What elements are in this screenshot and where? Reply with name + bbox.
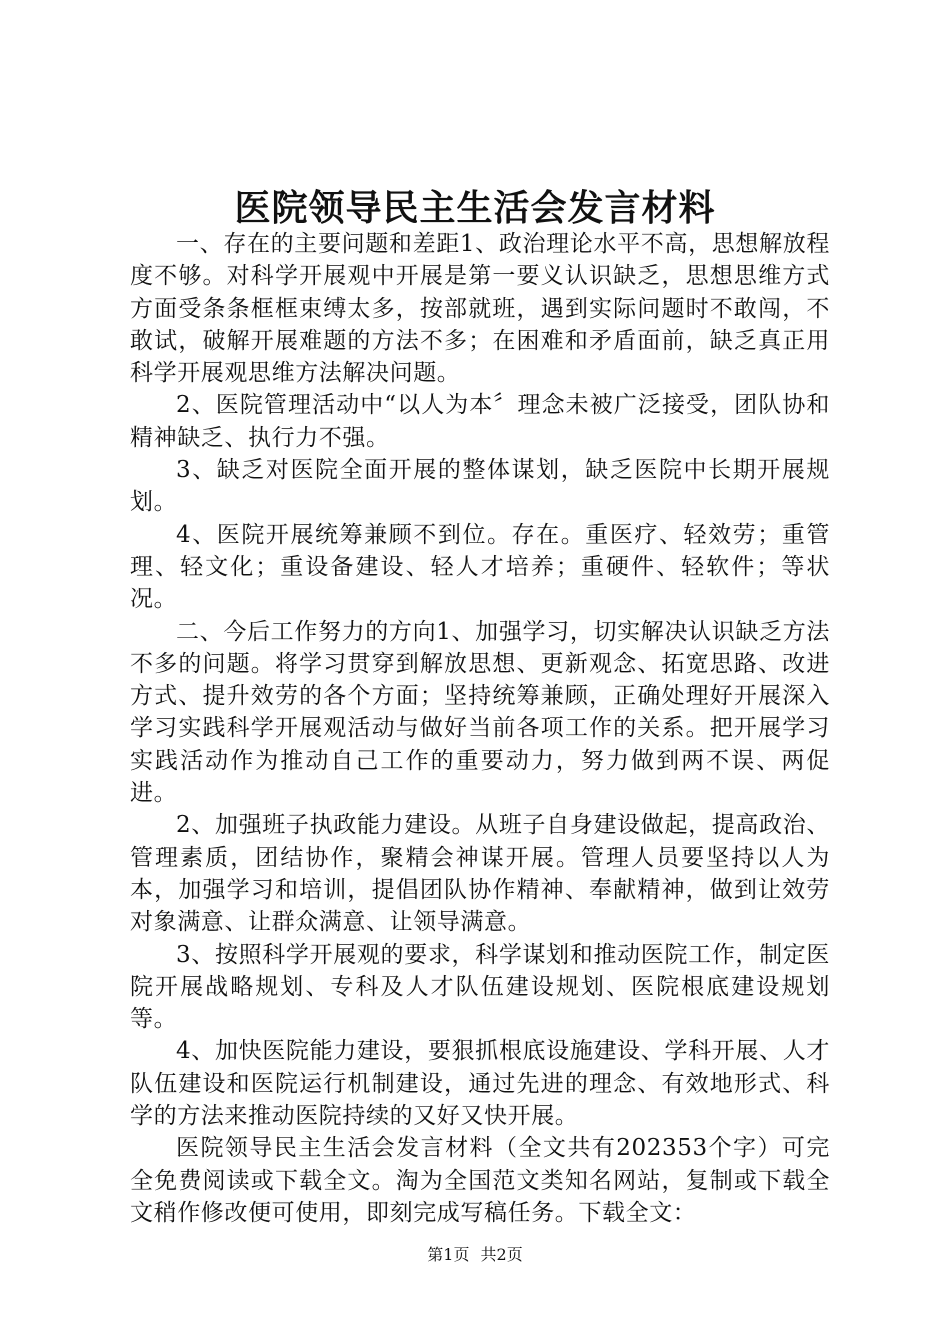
page-title: 医院领导民主生活会发言材料 [234, 187, 716, 229]
paragraph-problem-2: 2、医院管理活动中“以人为本〞理念未被广泛接受，团队协和精神缺乏、执行力不强。 [130, 392, 830, 451]
paragraph-direction-intro: 二、今后工作努力的方向1、加强学习，切实解决认识缺乏方法不多的问题。将学习贯穿到解放思想、更新观念、拓宽思路、改进方式、提升效劳的各个方面；坚持统筹兼顾，正确处理好开展深入学习实践科学开展观活动与做好当前各项工作的关系。把开展学习实践活动作为推动自己工作的重要动力，努力做到两不误、两促进。 [130, 618, 830, 807]
page-number-total: 共2页 [480, 1245, 523, 1264]
paragraph-download-note: 医院领导民主生活会发言材料（全文共有202353个字）可完全免费阅读或下载全文。淘为全国范文类知名网站，复制或下载全文稍作修改便可使用，即刻完成写稿任务。下载全文： [130, 1135, 830, 1226]
page-footer [0, 1242, 950, 1265]
paragraph-problems-intro: 一、存在的主要问题和差距1、政治理论水平不高，思想解放程度不够。对科学开展观中开展是第一要义认识缺乏，思想思维方式方面受条条框框束缚太多，按部就班，遇到实际问题时不敢闯，不敢试，破解开展难题的方法不多；在困难和矛盾面前，缺乏真正用科学开展观思维方法解决问题。 [130, 231, 830, 387]
paragraph-problem-3: 3、缺乏对医院全面开展的整体谋划，缺乏医院中长期开展规划。 [130, 457, 830, 516]
paragraph-direction-2: 2、加强班子执政能力建设。从班子自身建设做起，提高政治、管理素质，团结协作，聚精会神谋开展。管理人员要坚持以人为本，加强学习和培训，提倡团队协作精神、奉献精神，做到让效劳对象满意、让群众满意、让领导满意。 [130, 812, 830, 936]
paragraph-problem-4: 4、医院开展统筹兼顾不到位。存在。重医疗、轻效劳；重管理、轻文化；重设备建设、轻人才培养；重硬件、轻软件；等状况。 [130, 521, 830, 613]
document-body [130, 228, 830, 1229]
paragraph-direction-4: 4、加快医院能力建设，要狠抓根底设施建设、学科开展、人才队伍建设和医院运行机制建设，通过先进的理念、有效地形式、科学的方法来推动医院持续的又好又快开展。 [130, 1038, 830, 1130]
paragraph-direction-3: 3、按照科学开展观的要求，科学谋划和推动医院工作，制定医院开展战略规划、专科及人才队伍建设规划、医院根底建设规划等。 [130, 941, 830, 1033]
page-number-current: 第1页 [427, 1245, 470, 1264]
